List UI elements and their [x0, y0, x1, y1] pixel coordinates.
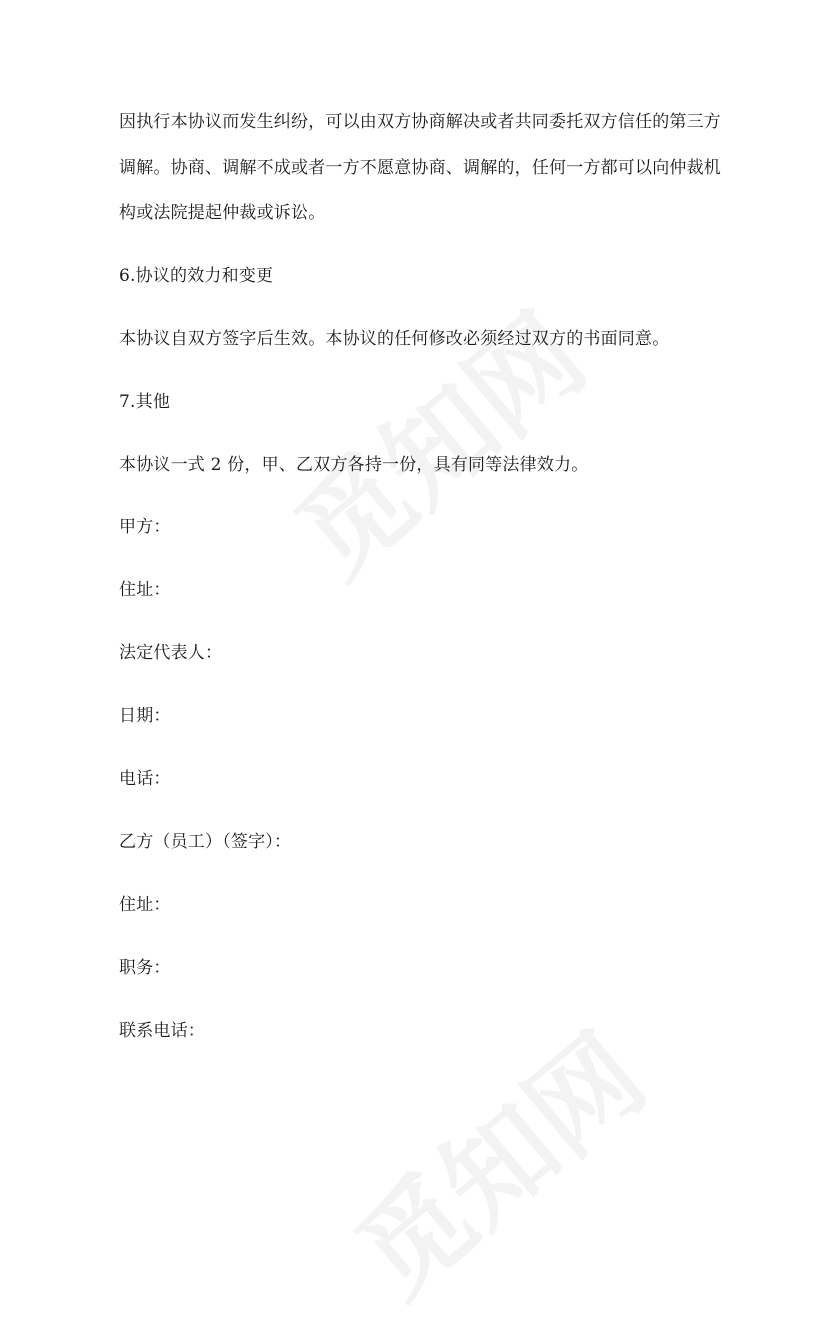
party-b-phone: 联系电话： — [119, 1021, 205, 1041]
party-a-label: 甲方： — [119, 517, 171, 537]
watermark — [258, 272, 612, 605]
party-a-representative: 法定代表人： — [119, 643, 223, 663]
party-b-label: 乙方（员工）（签字）： — [119, 832, 292, 852]
party-a-address: 住址： — [119, 580, 171, 600]
section-6-body: 本协议自双方签字后生效。本协议的任何修改必须经过双方的书面同意。 — [119, 329, 670, 349]
party-b-address: 住址： — [119, 895, 171, 915]
party-b-position: 职务： — [119, 958, 171, 978]
dispute-paragraph-line-1: 因执行本协议而发生纠纷，可以由双方协商解决或者共同委托双方信任的第三方 — [119, 112, 721, 132]
section-6-heading: 6.协议的效力和变更 — [119, 266, 274, 286]
watermark — [318, 992, 672, 1325]
party-a-date: 日期： — [119, 706, 171, 726]
section-7-heading: 7.其他 — [119, 392, 171, 412]
party-a-phone: 电话： — [119, 769, 171, 789]
dispute-paragraph-line-2: 调解。协商、调解不成或者一方不愿意协商、调解的，任何一方都可以向仲裁机 — [119, 158, 721, 178]
section-7-body: 本协议一式 2 份，甲、乙双方各持一份，具有同等法律效力。 — [119, 455, 589, 475]
dispute-paragraph-line-3: 构或法院提起仲裁或诉讼。 — [119, 203, 326, 223]
